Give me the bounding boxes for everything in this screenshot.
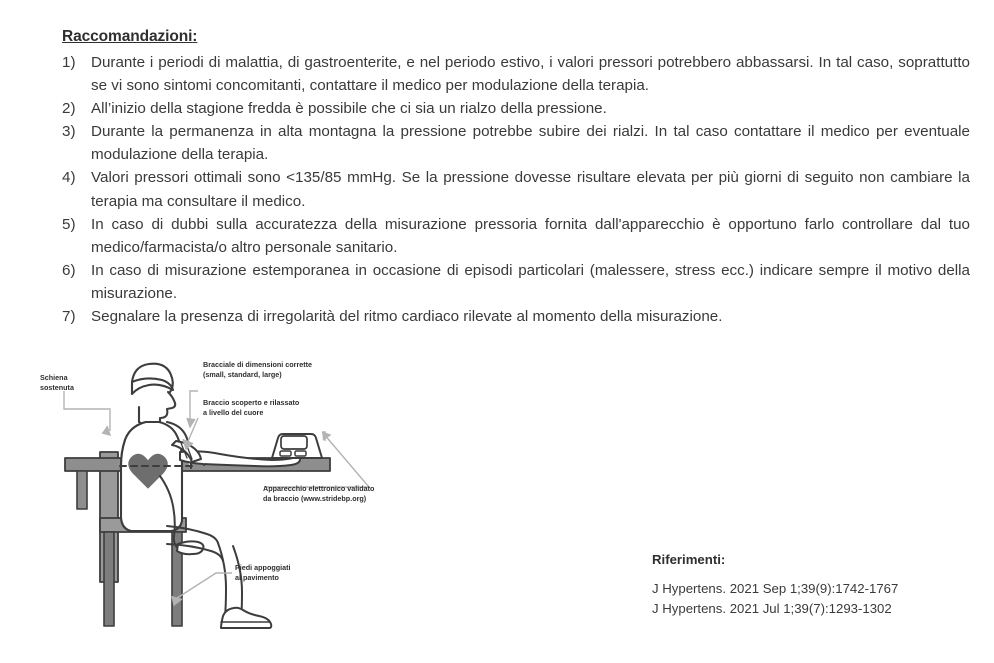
list-item-text: Segnalare la presenza di irregolarità del ritmo cardiaco rilevate al momento della misurazione.	[91, 308, 723, 326]
list-item-text: In caso di dubbi sulla accuratezza della misurazione pressoria fornita dall'apparecchio è opportuno farlo controllare dal tuo medico/farmacista/o altro personale sanitario.	[91, 215, 970, 256]
list-item	[62, 305, 970, 328]
list-item	[62, 213, 970, 259]
callout-feet-line1: Piedi appoggiati	[235, 563, 291, 572]
page-title	[62, 28, 970, 46]
callout-back-line2: sostenuta	[40, 383, 74, 392]
reference-item: J Hypertens. 2021 Jul 1;39(7):1293-1302	[652, 601, 892, 617]
callout-arm-line1: Braccio scoperto e rilassato	[203, 398, 300, 407]
callout-cuff-line2: (small, standard, large)	[203, 370, 282, 379]
list-item-marker: 4)	[62, 169, 76, 187]
list-item-marker: 6)	[62, 261, 76, 279]
recommendations-section	[62, 28, 970, 328]
reference-item: J Hypertens. 2021 Sep 1;39(9):1742-1767	[652, 581, 899, 596]
list-item-marker: 5)	[62, 215, 76, 233]
list-item	[62, 259, 970, 305]
references-section	[652, 552, 972, 620]
callout-feet-line2: al pavimento	[235, 573, 279, 582]
list-item-marker: 2)	[62, 100, 76, 118]
list-item-text: Durante la permanenza in alta montagna la pressione potrebbe subire dei rialzi. In tal caso contattare il medico per eventuale modulazione della terapia.	[91, 123, 970, 164]
recommendations-list	[62, 51, 970, 328]
callout-device-line2: da braccio (www.stridebp.org)	[263, 494, 367, 503]
list-item-text: Valori pressori ottimali sono <135/85 mmHg. Se la pressione dovesse risultare elevata per più giorni di seguito non cambiare la terapia ma consultare il medico.	[91, 169, 970, 210]
page-title-text: Raccomandazioni	[62, 28, 193, 45]
page-title-colon: :	[192, 28, 198, 45]
list-item-marker: 3)	[62, 123, 76, 141]
list-item-marker: 7)	[62, 308, 76, 326]
measurement-posture-illustration	[20, 348, 580, 638]
list-item	[62, 97, 970, 120]
list-item	[62, 166, 970, 212]
list-item-text: In caso di misurazione estemporanea in occasione di episodi particolari (malessere, stress ecc.) indicare sempre il motivo della misurazione.	[91, 261, 970, 302]
list-item	[62, 120, 970, 166]
callout-device-line1: Apparecchio elettronico validato	[263, 484, 375, 493]
references-title: Riferimenti:	[652, 552, 726, 567]
callout-cuff-line1: Bracciale di dimensioni corrette	[203, 360, 313, 369]
list-item-text: Durante i periodi di malattia, di gastroenterite, e nel periodo estivo, i valori pressori potrebbero abbassarsi. In tal caso, soprattutto se vi sono sintomi concomitanti, contattare il medico per modulazione della terapia.	[91, 54, 970, 95]
list-item-marker: 1)	[62, 54, 76, 71]
list-item	[62, 51, 970, 97]
callout-arm-line2: a livello del cuore	[203, 408, 264, 417]
list-item-text: All’inizio della stagione fredda è possibile che ci sia un rialzo della pressione.	[91, 100, 607, 118]
callout-back-line1: Schiena	[40, 373, 68, 382]
foot-shape	[221, 608, 271, 628]
bp-monitor-device	[272, 434, 322, 458]
